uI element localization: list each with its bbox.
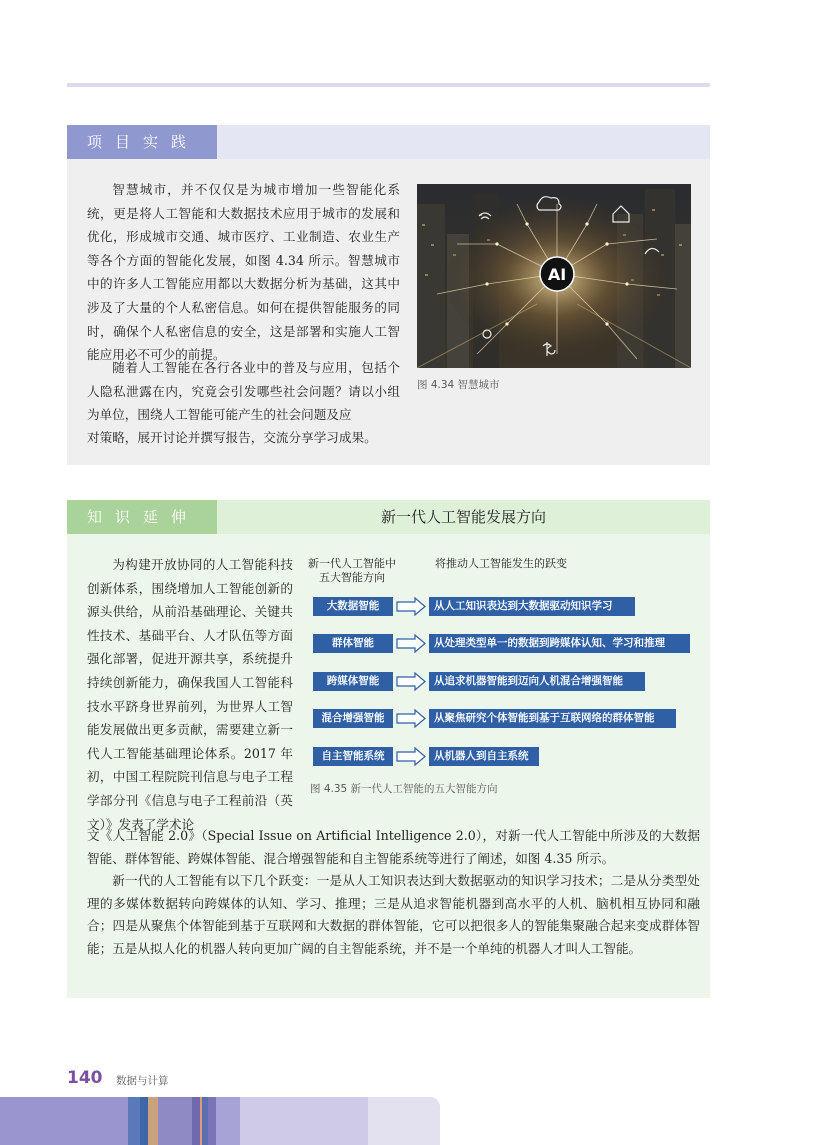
arrow-icon <box>396 597 426 616</box>
page-number: 140 <box>67 1068 103 1088</box>
section1-paragraph-1: 智慧城市，并不仅仅是为城市增加一些智能化系统，更是将人工智能和大数据技术应用于城市的发展和优化，形成城市交通、城市医疗、工业制造、农业生产等各个方面的智能化发展，如图 4.34 所示。智慧城市中的许多人工智能应用都以大数据分析为基础，这其中涉及了大量的个人私密信息。如何在提供智能服务的同时，确保个人私密信息的安全，这是部署和实施人工智能应用必不可少的前提。 <box>87 182 400 363</box>
diagram-left-header <box>306 557 398 585</box>
section1-tag: 项目实践 <box>67 125 217 159</box>
transition-box: 从聚焦研究个体智能到基于互联网络的群体智能 <box>429 709 676 728</box>
transition-box: 从人工知识表达到大数据驱动知识学习 <box>429 597 635 616</box>
section2-paragraph-2: 新一代的人工智能有以下几个跃变：一是从人工知识表达到大数据驱动的知识学习技术；二是从分类型处理的多媒体数据转向跨媒体的认知、学习、推理；三是从追求智能机器到高水平的人机、脑机相互协同和融合；四是从聚焦个体智能到基于互联网和大数据的群体智能，它可以把很多人的智能集聚融合起来变成群体智能；五是从拟人化的机器人转向更加广阔的自主智能系统，并不是一个单纯的机器人才叫人工智能。 <box>87 873 700 956</box>
arrow-icon <box>396 672 426 691</box>
section1-paragraph-2b: 对策略，展开讨论并撰写报告，交流分享学习成果。 <box>87 430 377 445</box>
book-title: 数据与计算 <box>116 1075 169 1087</box>
arrow-icon <box>396 634 426 653</box>
smart-city-photo <box>417 184 691 368</box>
direction-box: 大数据智能 <box>313 597 393 616</box>
diagram-left-header-line1: 新一代人工智能中 <box>308 557 396 570</box>
footer-decorative-band <box>0 1097 440 1145</box>
top-rule <box>67 83 710 87</box>
diagram-right-header: 将推动人工智能发生的跃变 <box>435 557 567 570</box>
section1-header <box>67 125 710 159</box>
transition-box: 从机器人到自主系统 <box>429 747 539 766</box>
section2-header <box>67 500 710 534</box>
arrow-icon <box>396 709 426 728</box>
section1-paragraph-2a: 随着人工智能在各行各业中的普及与应用，包括个人隐私泄露在内，究竟会引发哪些社会问题？请以小组为单位，围绕人工智能可能产生的社会问题及应 <box>87 360 400 423</box>
transition-box: 从处理类型单一的数据到跨媒体认知、学习和推理 <box>429 634 690 653</box>
direction-box: 自主智能系统 <box>313 747 393 766</box>
section2-paragraph-1-wide: 文《人工智能 2.0》（Special Issue on Artificial Intelligence 2.0），对新一代人工智能中所涉及的大数据智能、群体智能、跨媒体智能、混合增强智能和自主智能系统等进行了阐述，如图 4.35 所示。 <box>87 828 700 866</box>
section2-title: 新一代人工智能发展方向 <box>380 508 546 526</box>
figure-4-34-caption: 图 4.34 智慧城市 <box>417 379 500 391</box>
direction-box: 群体智能 <box>313 634 393 653</box>
transition-box: 从追求机器智能到迈向人机混合增强智能 <box>429 672 645 691</box>
arrow-icon <box>396 747 426 766</box>
section2-tag: 知识延伸 <box>67 500 217 534</box>
section2-paragraph-1-narrow: 为构建开放协同的人工智能科技创新体系，围绕增加人工智能创新的源头供给，从前沿基础理论、关键共性技术、基础平台、人才队伍等方面强化部署，促进开源共享，系统提升持续创新能力，确保我国人工智能科技水平跻身世界前列，为世界人工智能发展做出更多贡献，需要建立新一代人工智能基础理论体系。2017 年初，中国工程院院刊信息与电子工程学部分刊《信息与电子工程前沿（英文）》发表了学术论 <box>87 557 293 832</box>
direction-box: 跨媒体智能 <box>313 672 393 691</box>
direction-box: 混合增强智能 <box>313 709 393 728</box>
ai-label: AI <box>547 265 567 284</box>
figure-4-35-caption: 图 4.35 新一代人工智能的五大智能方向 <box>310 783 498 795</box>
diagram-left-header-line2: 五大智能方向 <box>319 571 385 584</box>
